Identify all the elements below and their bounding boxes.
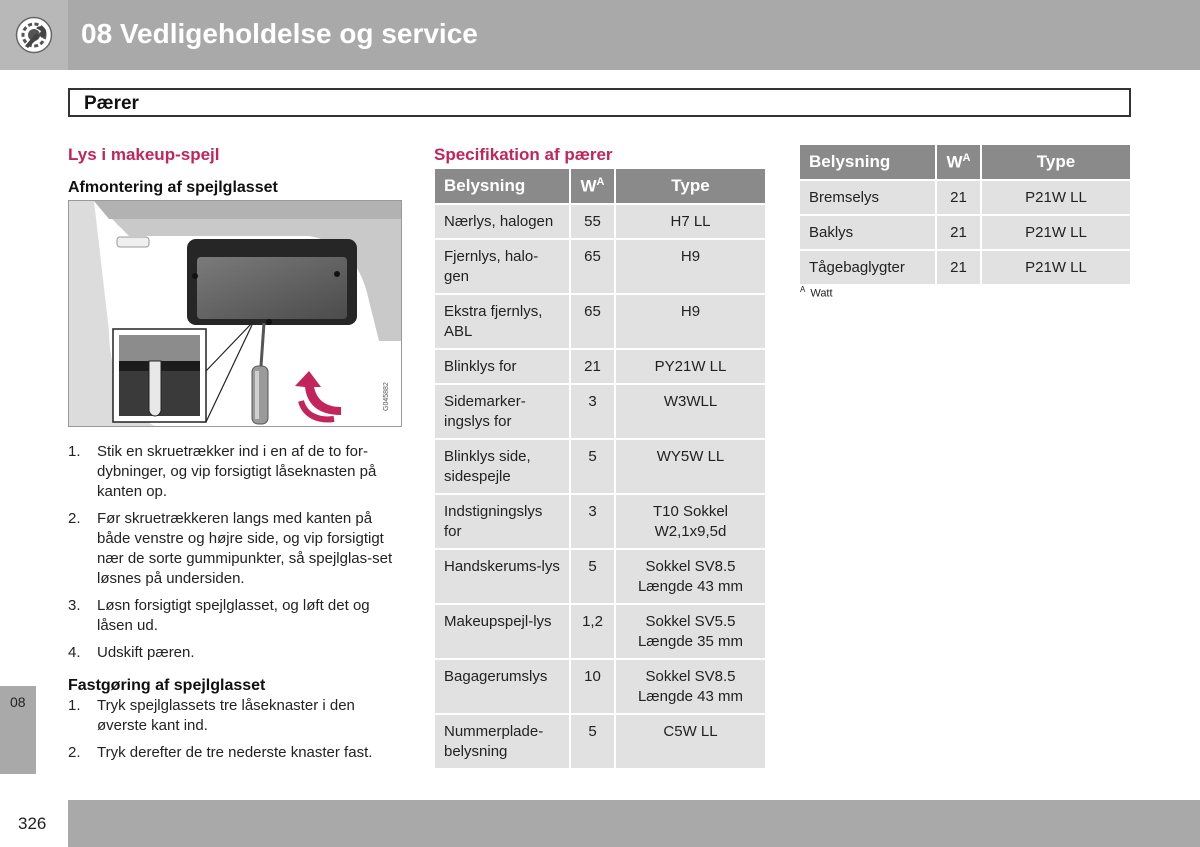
chapter-side-tab	[0, 686, 36, 774]
table-row: Bagagerumslys 10 Sokkel SV8.5 Længde 43 mm	[435, 658, 765, 713]
table-row: Blinklys for 21 PY21W LL	[435, 348, 765, 383]
page-number: 326	[18, 814, 47, 833]
list-item: 2. Før skruetrækkeren langs med kanten på både venstre og højre side, og vip forsigtigt nær de sorte gummipunkter, så spejlglas-set løsnes på undersiden.	[68, 510, 393, 587]
list-item: 3. Løsn forsigtigt spejlglasset, og løft det og låsen ud.	[68, 597, 370, 634]
page-footer	[0, 800, 1200, 847]
sun-visor-mirror-drawing	[69, 201, 402, 427]
bulb-spec-heading: Specifikation af pærer	[434, 145, 613, 164]
table-row: Tågebaglygter 21 P21W LL	[800, 249, 1130, 284]
bulb-spec-table	[435, 169, 765, 768]
table-row: Ekstra fjernlys, ABL 65 H9	[435, 293, 765, 348]
table-header-row	[435, 169, 765, 203]
column-header-watt: $W^A$	[937, 145, 982, 179]
wrench-gear-icon	[15, 16, 53, 54]
list-item: 2. Tryk derefter de tre nederste knaster fast.	[68, 744, 373, 761]
table-row: Indstigningslys for 3 T10 Sokkel W2,1x9,5d	[435, 493, 765, 548]
column-header-lighting: Belysning	[800, 145, 937, 179]
section-title: Pærer	[84, 93, 139, 114]
list-item: 1. Tryk spejlglassets tre låseknaster i den øverste kant ind.	[68, 697, 355, 734]
table-row: Nummerplade-belysning 5 C5W LL	[435, 713, 765, 768]
column-header-watt: $W^A$	[571, 169, 616, 203]
header-icon-box	[0, 0, 68, 70]
column-header-type: Type	[616, 169, 765, 203]
mounting-heading: Fastgøring af spejlglasset	[68, 677, 266, 694]
page-number-box	[0, 800, 68, 847]
table-row: Bremselys 21 P21W LL	[800, 179, 1130, 214]
rear-bulb-spec-table	[800, 145, 1130, 284]
chapter-number: 08	[10, 694, 26, 710]
illustration-code: G045882	[383, 382, 390, 411]
table-row: Baklys 21 P21W LL	[800, 214, 1130, 249]
table-row: Sidemarker-ingslys for 3 W3WLL	[435, 383, 765, 438]
watt-footnote: $^A$ Watt	[800, 285, 833, 300]
page-header	[0, 0, 1200, 70]
table-row: Makeupspejl-lys 1,2 Sokkel SV5.5 Længde 35 mm	[435, 603, 765, 658]
column-header-type: Type	[982, 145, 1130, 179]
table-row: Fjernlys, halo-gen 65 H9	[435, 238, 765, 293]
table-row: Blinklys side, sidespejle 5 WY5W LL	[435, 438, 765, 493]
table-row: Nærlys, halogen 55 H7 LL	[435, 203, 765, 238]
table-row: Handskerums-lys 5 Sokkel SV8.5 Længde 43 mm	[435, 548, 765, 603]
table-header-row	[800, 145, 1130, 179]
makeup-mirror-heading: Lys i makeup-spejl	[68, 145, 220, 164]
section-title-box	[68, 88, 1131, 117]
column-header-lighting: Belysning	[435, 169, 571, 203]
removal-steps	[68, 442, 404, 670]
list-item: 1. Stik en skruetrækker ind i en af de to for-dybninger, og vip forsigtigt låseknasten på kanten op.	[68, 443, 377, 500]
chapter-title: 08 Vedligeholdelse og service	[81, 18, 478, 49]
mounting-steps	[68, 696, 404, 770]
removal-heading: Afmontering af spejlglasset	[68, 179, 278, 196]
list-item: 4. Udskift pæren.	[68, 644, 195, 661]
mirror-removal-illustration	[68, 200, 402, 427]
